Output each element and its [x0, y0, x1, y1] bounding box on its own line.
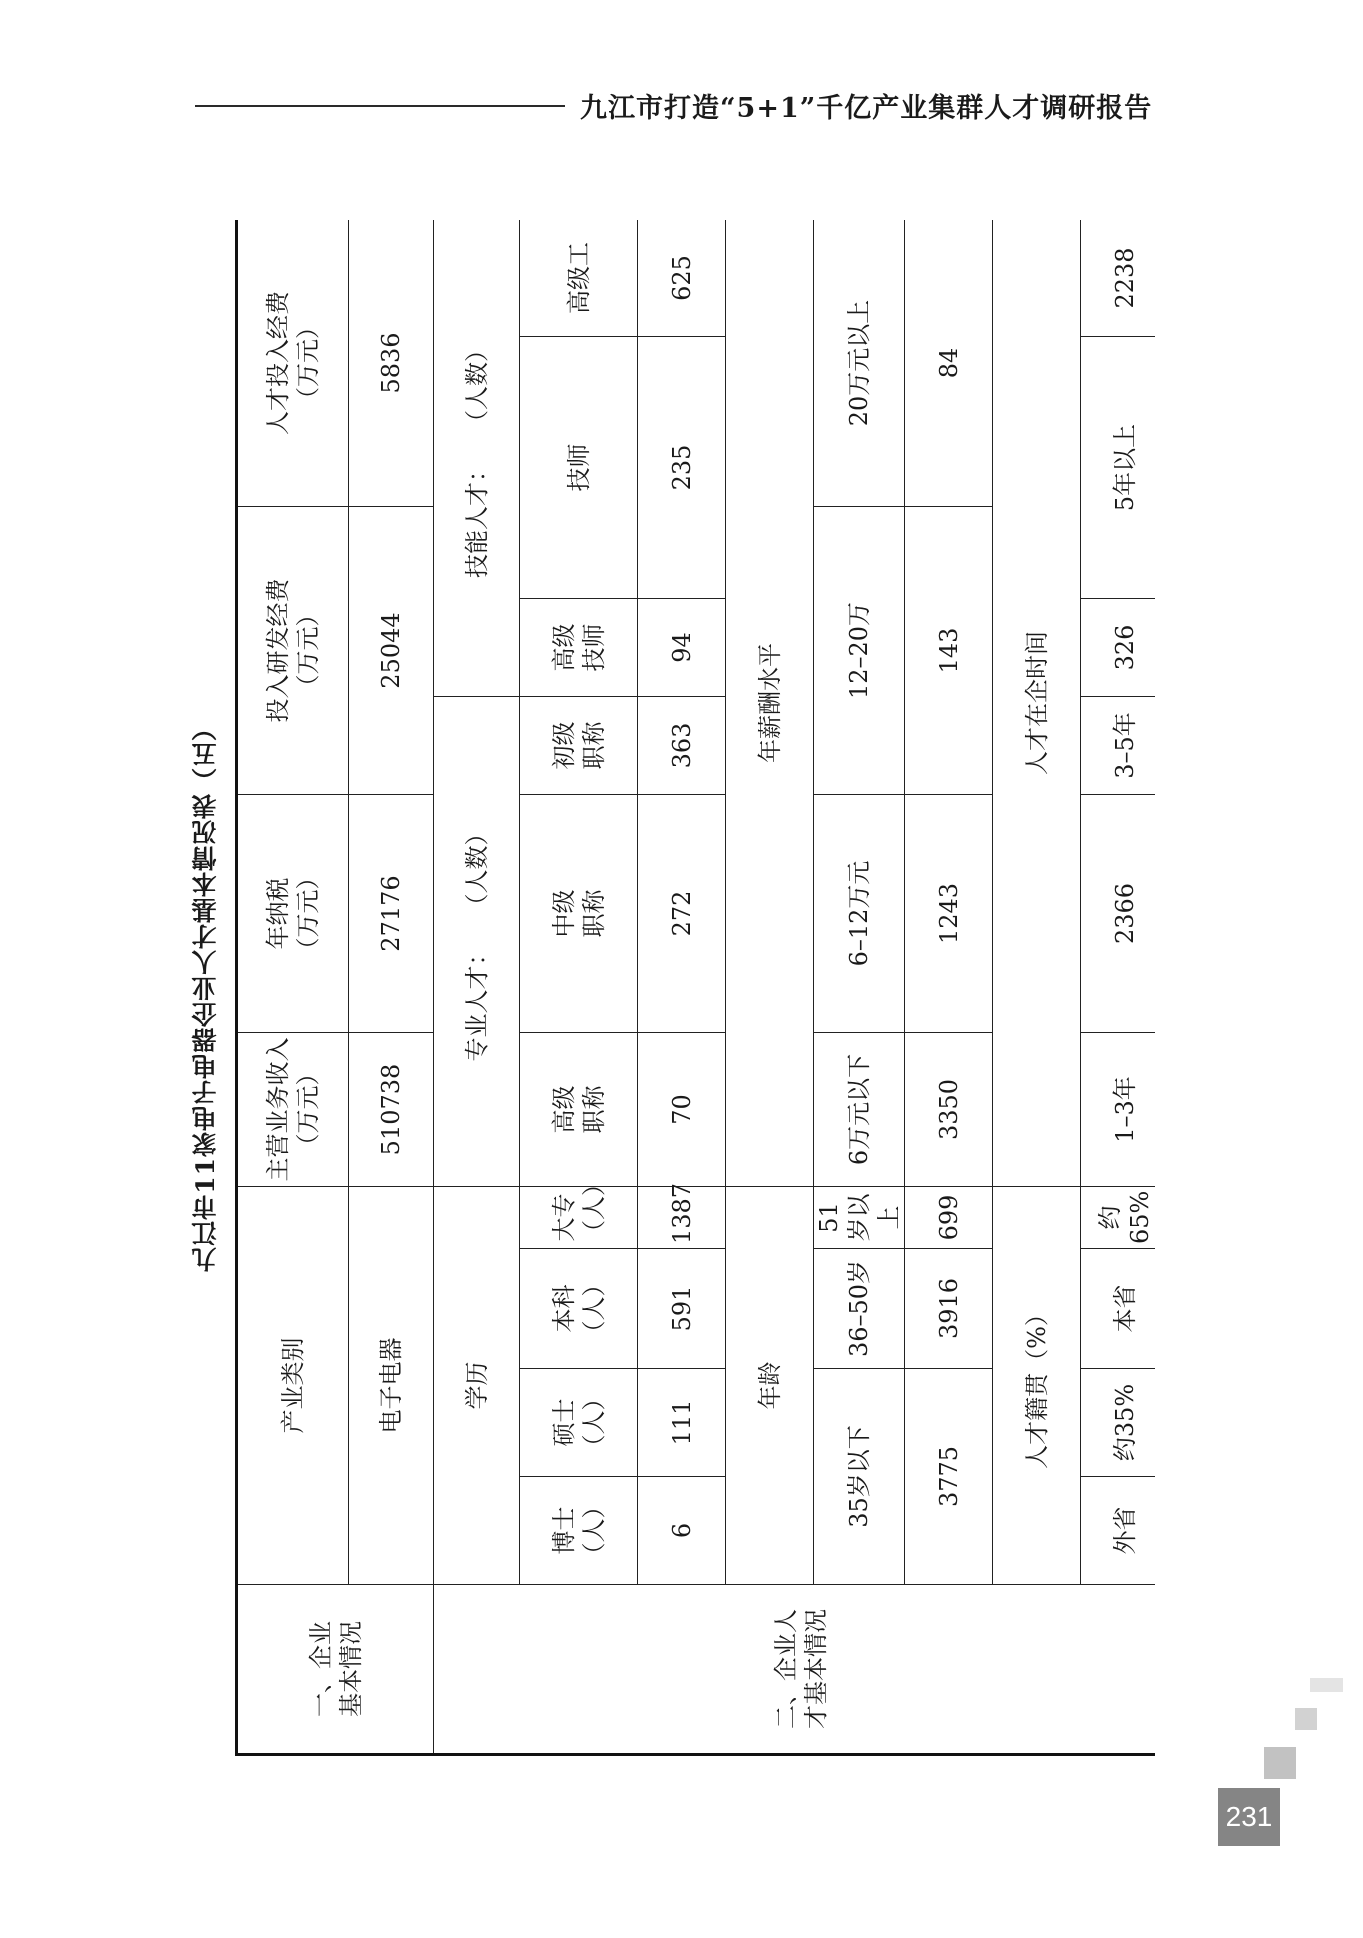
tenure-1-3-value: 2366	[1081, 795, 1156, 1033]
running-header-title: 九江市打造“5+1”千亿产业集群人才调研报告	[580, 93, 1153, 124]
tenure-1-3-label: 1–3年	[1081, 1033, 1156, 1187]
age-value-36-50: 3916	[905, 1249, 993, 1369]
skilled-label: 技能人才： （人数）	[434, 220, 520, 697]
age-salary-header-row	[814, 220, 905, 1755]
origin-tenure-label-row	[993, 220, 1081, 1755]
table-caption: 九江市11家电子电器企业人才基本情况表（五）	[191, 715, 220, 1272]
value-tax: 27176	[349, 795, 434, 1033]
pro-value-junior: 363	[638, 697, 726, 795]
origin-label: 人才籍贯（%）	[993, 1187, 1081, 1585]
edu-header-bachelor: 本科 （人）	[520, 1249, 638, 1369]
tenure-label: 人才在企时间	[993, 220, 1081, 1187]
section1-value-row	[349, 220, 434, 1755]
age-header-under35: 35岁以下	[814, 1369, 905, 1585]
deco-square-3	[1264, 1747, 1296, 1779]
skill-header-senior-tech: 高级 技师	[520, 599, 638, 697]
salary-header-under6: 6万元以下	[814, 1033, 905, 1187]
pro-value-senior: 70	[638, 1033, 726, 1187]
edu-value-phd: 6	[638, 1477, 726, 1585]
pro-header-junior: 初级 职称	[520, 697, 638, 795]
edu-value-bachelor: 591	[638, 1249, 726, 1369]
value-industry: 电子电器	[349, 1187, 434, 1585]
age-salary-label-row	[726, 220, 814, 1755]
page-number: 231	[1218, 1788, 1280, 1846]
header-industry: 产业类别	[237, 1187, 349, 1585]
pro-header-senior: 高级 职称	[520, 1033, 638, 1187]
edu-header-master: 硕士 （人）	[520, 1369, 638, 1477]
skill-header-senior-worker: 高级工	[520, 220, 638, 337]
edu-value-college: 1387	[638, 1187, 726, 1249]
age-value-under35: 3775	[905, 1369, 993, 1585]
edu-header-phd: 博士 （人）	[520, 1477, 638, 1585]
value-revenue: 510738	[349, 1033, 434, 1187]
edu-value-master: 111	[638, 1369, 726, 1477]
pro-header-middle: 中级 职称	[520, 795, 638, 1033]
edu-header-college: 大专 （人）	[520, 1187, 638, 1249]
skill-value-senior-worker: 625	[638, 220, 726, 337]
origin-tenure-value-row	[1081, 220, 1156, 1755]
header-revenue: 主营业务收入 （万元）	[237, 1033, 349, 1187]
salary-header-6-12: 6–12万元	[814, 795, 905, 1033]
rotated-table-frame	[235, 220, 1155, 1756]
tenure-3-5-value: 326	[1081, 599, 1156, 697]
section1-header-row	[237, 220, 349, 1755]
salary-value-under6: 3350	[905, 1033, 993, 1187]
header-rule	[195, 105, 565, 107]
section2-group-row	[434, 220, 520, 1755]
salary-header-12-20: 12–20万	[814, 507, 905, 795]
age-header-over51: 51岁以上	[814, 1187, 905, 1249]
deco-square-2	[1295, 1708, 1317, 1730]
tenure-over5-label: 5年以上	[1081, 337, 1156, 599]
age-value-over51: 699	[905, 1187, 993, 1249]
skill-value-senior-tech: 94	[638, 599, 726, 697]
skill-value-tech: 235	[638, 337, 726, 599]
tenure-over5-value: 2238	[1081, 220, 1156, 337]
header-tax: 年纳税 （万元）	[237, 795, 349, 1033]
pro-value-middle: 272	[638, 795, 726, 1033]
education-value-row	[638, 220, 726, 1755]
origin-local-label: 本省	[1081, 1249, 1156, 1369]
deco-square-1	[1310, 1678, 1343, 1692]
tenure-3-5-label: 3–5年	[1081, 697, 1156, 795]
header-rnd: 投入研发经费 （万元）	[237, 507, 349, 795]
header-talent-invest: 人才投入经费 （万元）	[237, 220, 349, 507]
salary-value-over20: 84	[905, 220, 993, 507]
age-salary-value-row	[905, 220, 993, 1755]
section2-label: 二、企业人 才基本情况	[434, 1585, 1156, 1755]
salary-value-12-20: 143	[905, 507, 993, 795]
section1-label: 一、企业 基本情况	[237, 1585, 434, 1755]
education-label: 学历	[434, 1187, 520, 1585]
salary-label: 年薪酬水平	[726, 220, 814, 1187]
age-label: 年龄	[726, 1187, 814, 1585]
origin-outside-value: 约35%	[1081, 1369, 1156, 1477]
origin-outside-label: 外省	[1081, 1477, 1156, 1585]
salary-value-6-12: 1243	[905, 795, 993, 1033]
talent-table	[235, 220, 1155, 1756]
value-rnd: 25044	[349, 507, 434, 795]
value-talent-invest: 5836	[349, 220, 434, 507]
skill-header-tech: 技师	[520, 337, 638, 599]
salary-header-over20: 20万元以上	[814, 220, 905, 507]
education-title-row	[520, 220, 638, 1755]
origin-local-value: 约65%	[1081, 1187, 1156, 1249]
professional-label: 专业人才： （人数）	[434, 697, 520, 1187]
age-header-36-50: 36–50岁	[814, 1249, 905, 1369]
